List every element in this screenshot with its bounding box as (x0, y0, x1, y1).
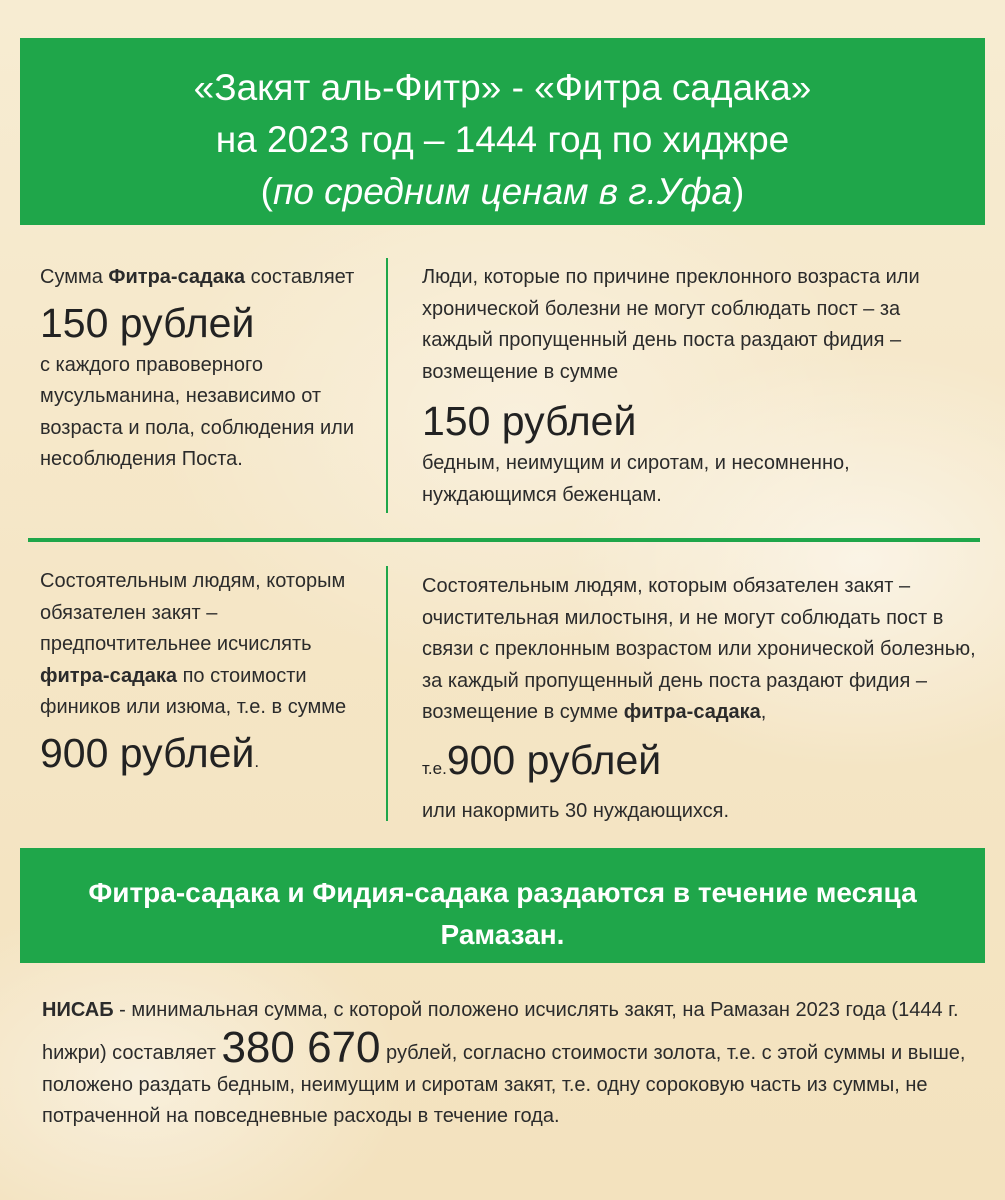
nisab-paragraph: НИСАБ - минимальная сумма, с которой положено исчислять закят, на Рамазан 2023 года (1444 г. hижри) составляет 380 670 рублей, согласно стоимости золота, т.е. с этой суммы и выше, положено раздать бедным, неимущим и сиротам закят, т.е. одну сороковую часть из суммы, не потраченной на повседневные расходы в течение года. (42, 999, 966, 1127)
fitra-description: с каждого правоверного мусульманина, независимо от возраста и пола, соблюдения или несоблюдения Поста. (40, 353, 355, 470)
fitra-amount-block: Сумма Фитра-садака составляет 150 рублей с каждого правоверного мусульманина, независимо от возраста и пола, соблюдения или несоблюдения Поста. (40, 262, 360, 476)
wealthy-fitra-amount: 900 рублей. (40, 729, 260, 776)
feed-needy-note: или накормить 30 нуждающихся. (422, 799, 730, 822)
fidia-description: Люди, которые по причине преклонного возраста или хронической болезни не могут соблюдать пост – за каждый пропущенный день поста раздают фидия – возмещение в сумме (422, 266, 920, 383)
wealthy-fidia-block: Состоятельным людям, которым обязателен закят – очистительная милостыня, и не могут соблюдать пост в связи с преклонным возрастом или хронической болезнью, за каждый пропущенный день поста раздают фидия – возмещение в сумме фитра-садака, т.е.900 рублей или накормить 30 нуждающихся. (422, 571, 982, 827)
title-line-1: «Закят аль-Фитр» - «Фитра садака» (193, 67, 812, 108)
title-city-note: по средним ценам в г.Уфа (272, 171, 733, 212)
fitra-amount: 150 рублей (40, 299, 255, 346)
nisab-label: НИСАБ (42, 999, 114, 1021)
fidia-amount-block (422, 262, 972, 511)
title-banner (20, 38, 985, 225)
divider-vertical-bottom (386, 566, 388, 821)
title-line-3: (по средним ценам в г.Уфа) (260, 171, 745, 212)
ramadan-banner (20, 848, 985, 963)
divider-horizontal (28, 538, 980, 542)
ramadan-banner-line-1: Фитра-садака и Фидия-садака раздаются в течение месяца (88, 877, 917, 908)
fitra-sadaka-term-3: фитра-садака (623, 701, 761, 723)
fitra-sadaka-term-2: фитра-садака (40, 664, 178, 687)
fidia-amount: 150 рублей (422, 398, 637, 444)
title-line-2: на 2023 год – 1444 год по хиджре (215, 119, 790, 160)
wealthy-fitra-block: Состоятельным людям, которым обязателен закят – предпочтительнее исчислять фитра-садака по стоимости фиников или изюма, т.е. в сумме 900 рублей. (40, 566, 360, 789)
wealthy-fidia-amount: т.е.900 рублей (422, 736, 662, 783)
divider-vertical-top (386, 258, 388, 513)
nisab-amount: 380 670 (221, 1023, 381, 1072)
fitra-sadaka-term: Фитра-садака (108, 266, 246, 288)
fidia-recipients: бедным, неимущим и сиротам, и несомненно, нуждающимся беженцам. (422, 452, 850, 506)
ramadan-banner-line-2: Рамазан. (440, 919, 565, 950)
